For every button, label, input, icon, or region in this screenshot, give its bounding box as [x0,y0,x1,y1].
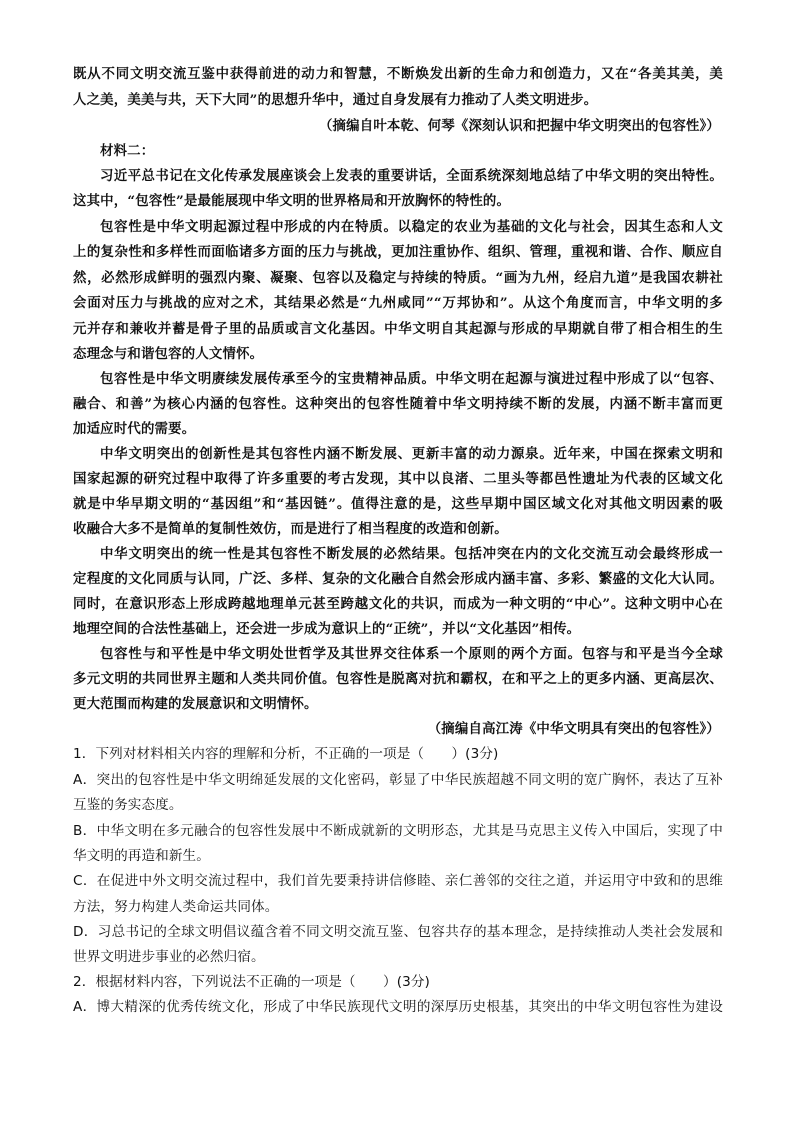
question-option-d-cont: 世界文明进步事业的必然归宿。 [73,949,265,965]
text-line: 态理念与和谐包容的人文情怀。 [73,346,264,362]
question-stem: 1．下列对材料相关内容的理解和分析，不正确的一项是（ ）(3分) [73,746,499,762]
text-line: 多元文明的共同世界主题和人类共同价值。包容性是脱离对抗和霸权，在和平之上的更多内涵、更高层次、 [73,671,723,687]
text-line: 加适应时代的需要。 [73,421,196,437]
text-line: 中华文明突出的统一性是其包容性不断发展的必然结果。包括冲突在内的文化交流互动会最终形成一 [100,546,723,562]
text-line: 地理空间的合法性基础上，还会进一步成为意识上的“正统”，并以“文化基因”相传。 [73,621,581,637]
text-line: 同时，在意识形态上形成跨越地理单元甚至跨越文化的共识，而成为一种文明的“中心”。这种文明中心在 [73,596,723,612]
text-line: 习近平总书记在文化传承发展座谈会上发表的重要讲话，全面系统深刻地总结了中华文明的突出特性。 [100,168,723,184]
text-line: 国家起源的研究过程中取得了许多重要的考古发现，其中以良渚、二里头等都邑性遗址为代表的区域文化 [73,471,723,487]
text-line: 元并存和兼收并蓄是骨子里的品质或言文化基因。中华文明自其起源与形成的早期就自带了相合相生的生 [73,321,723,337]
question-option-b: B．中华文明在多元融合的包容性发展中不断成就新的文明形态，尤其是马克思主义传入中国后，实现了中 [73,823,723,839]
text-line: 就是中华早期文明的“基因组”和“基因链”。值得注意的是，这些早期中国区域文化对其他文明因素的吸 [73,496,723,512]
question-option-a: A．突出的包容性是中华文明绵延发展的文化密码，彰显了中华民族超越不同文明的宽广胸怀，表达了互补 [73,772,723,788]
text-line: 融合、和善”为核心内涵的包容性。这种突出的包容性随着中华文明持续不断的发展，内涵不断丰富而更 [73,396,723,412]
text-line: 既从不同文明交流互鉴中获得前进的动力和智慧，不断焕发出新的生命力和创造力，又在“各美其美，美 [73,66,723,82]
text-line: 中华文明突出的创新性是其包容性内涵不断发展、更新丰富的动力源泉。近年来，中国在探索文明和 [100,446,723,462]
question-option-b-cont: 华文明的再造和新生。 [73,848,210,864]
question-stem: 2．根据材料内容，下列说法不正确的一项是（ ）(3分) [73,974,430,990]
question-option-c: C．在促进中外文明交流过程中，我们首先要秉持讲信修睦、亲仁善邻的交往之道，并运用守中致和的思维 [73,873,723,889]
source-citation: （摘编自叶本乾、何琴《深刻认识和把握中华文明突出的包容性》） [318,118,720,134]
section-heading: 材料二： [100,143,155,159]
text-line: 这其中，“包容性”是最能展现中华文明的世界格局和开放胸怀的特性的。 [73,193,511,209]
text-line: 然，必然形成鲜明的强烈内聚、凝聚、包容以及稳定与持续的特质。“画为九州，经启九道”是我国农耕社 [73,270,723,286]
text-line: 收融合大多不是简单的复制性效仿，而是进行了相当程度的改造和创新。 [73,521,508,537]
question-option-a-cont: 互鉴的务实态度。 [73,797,183,813]
question-option-d: D．习总书记的全球文明倡议蕴含着不同文明交流互鉴、包容共存的基本理念，是持续推动人类社会发展和 [73,924,723,940]
text-line: 包容性是中华文明赓续发展传承至今的宝贵精神品质。中华文明在起源与演进过程中形成了以“包容、 [100,371,723,387]
text-line: 人之美，美美与共，天下大同”的思想升华中，通过自身发展有力推动了人类文明进步。 [73,92,598,108]
text-line: 包容性与和平性是中华文明处世哲学及其世界交往体系一个原则的两个方面。包容与和平是当今全球 [100,646,723,662]
text-line: 更大范围而构建的发展意识和文明情怀。 [73,696,318,712]
text-line: 定程度的文化同质与认同，广泛、多样、复杂的文化融合自然会形成内涵丰富、多彩、繁盛的文化大认同。 [73,571,723,587]
text-line: 包容性是中华文明起源过程中形成的内在特质。以稳定的农业为基础的文化与社会，因其生态和人文 [100,219,723,235]
question-option-a: A．博大精深的优秀传统文化，形成了中华民族现代文明的深厚历史根基，其突出的中华文明包容性为建设 [73,999,723,1015]
question-option-c-cont: 方法，努力构建人类命运共同体。 [73,899,279,915]
text-line: 上的复杂性和多样性而面临诸多方面的压力与挑战，更加注重协作、组织、管理，重视和谐、合作、顺应自 [73,244,723,260]
source-citation: （摘编自高江涛《中华文明具有突出的包容性》） [427,721,720,737]
text-line: 会面对压力与挑战的应对之术，其结果必然是“九州咸同”“万邦协和”。从这个角度而言，中华文明的多 [73,295,723,311]
